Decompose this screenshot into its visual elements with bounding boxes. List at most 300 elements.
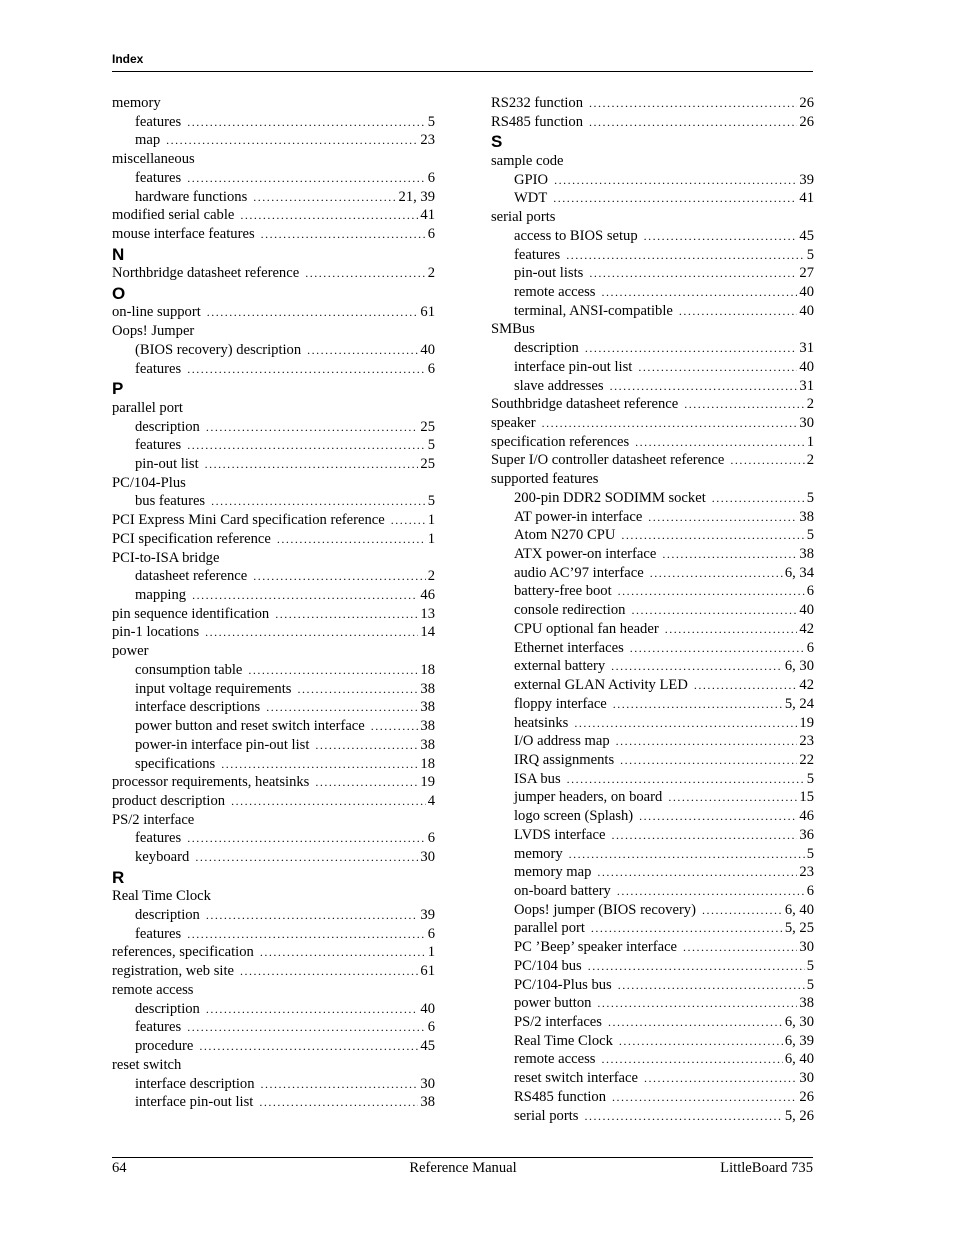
dot-leader bbox=[635, 433, 805, 452]
entry-term: power bbox=[112, 643, 149, 660]
dot-leader bbox=[608, 1013, 783, 1032]
entry-term: remote access bbox=[514, 1051, 596, 1068]
page-reference: 5 bbox=[427, 493, 435, 510]
index-subentry bbox=[112, 436, 435, 455]
index-subentry bbox=[112, 131, 435, 150]
page-reference: 27 bbox=[799, 265, 814, 282]
dot-leader bbox=[612, 1088, 797, 1107]
dot-leader bbox=[205, 455, 419, 474]
dot-leader bbox=[297, 680, 418, 699]
index-subentry bbox=[491, 1013, 814, 1032]
index-subentry bbox=[491, 919, 814, 938]
index-subentry bbox=[491, 770, 814, 789]
footer-rule bbox=[112, 1157, 813, 1158]
entry-term: memory bbox=[514, 845, 563, 862]
dot-leader bbox=[371, 717, 419, 736]
page-reference: 2 bbox=[427, 265, 435, 282]
page-reference: 41 bbox=[799, 190, 814, 207]
entry-term: WDT bbox=[514, 190, 548, 207]
index-subentry bbox=[112, 169, 435, 188]
page-reference: 38 bbox=[420, 699, 435, 716]
page-reference: 40 bbox=[799, 302, 814, 319]
entry-term: features bbox=[135, 437, 182, 454]
index-subentry bbox=[112, 567, 435, 586]
entry-term: PC/104-Plus bbox=[112, 474, 186, 491]
entry-term: interface description bbox=[135, 1075, 255, 1092]
dot-leader bbox=[277, 530, 426, 549]
entry-term: mouse interface features bbox=[112, 226, 255, 243]
index-subentry bbox=[491, 901, 814, 920]
entry-term: AT power-in interface bbox=[514, 508, 643, 525]
page-reference: 1 bbox=[806, 433, 814, 450]
entry-term: RS485 function bbox=[514, 1088, 607, 1105]
dot-leader bbox=[618, 582, 805, 601]
index-entry bbox=[112, 303, 435, 322]
page-reference: 38 bbox=[799, 508, 814, 525]
page-reference: 19 bbox=[799, 714, 814, 731]
dot-leader bbox=[253, 188, 396, 207]
index-letter-heading bbox=[112, 378, 435, 399]
entry-term: ISA bus bbox=[514, 770, 561, 787]
index-subentry bbox=[491, 826, 814, 845]
page-reference: 39 bbox=[799, 171, 814, 188]
dot-leader bbox=[567, 770, 805, 789]
entry-term: features bbox=[135, 925, 182, 942]
dot-leader bbox=[650, 564, 783, 583]
page-reference: 14 bbox=[420, 624, 435, 641]
dot-leader bbox=[553, 189, 797, 208]
page-reference: 25 bbox=[420, 456, 435, 472]
entry-term: pin-1 locations bbox=[112, 624, 200, 641]
dot-leader bbox=[730, 451, 804, 470]
entry-term: Southbridge datasheet reference bbox=[491, 396, 679, 413]
entry-term: remote access bbox=[112, 981, 194, 998]
index-subentry bbox=[491, 358, 814, 377]
page-reference: 6, 34 bbox=[784, 564, 814, 581]
index-subentry bbox=[491, 526, 814, 545]
index-entry bbox=[112, 549, 435, 568]
page-reference: 45 bbox=[420, 1038, 435, 1055]
index-subentry bbox=[491, 938, 814, 957]
page-reference: 42 bbox=[799, 677, 814, 694]
entry-term: modified serial cable bbox=[112, 207, 235, 224]
index-subentry bbox=[112, 680, 435, 699]
entry-term: power button bbox=[514, 995, 592, 1012]
dot-leader bbox=[307, 341, 418, 360]
entry-term: interface descriptions bbox=[135, 699, 261, 716]
index-subentry bbox=[491, 714, 814, 733]
page-reference: 21, 39 bbox=[398, 188, 435, 205]
entry-term: remote access bbox=[514, 283, 596, 300]
letter-label: O bbox=[112, 283, 126, 303]
index-subentry bbox=[112, 1093, 435, 1112]
dot-leader bbox=[231, 792, 426, 811]
dot-leader bbox=[644, 1069, 797, 1088]
index-subentry bbox=[112, 341, 435, 360]
dot-leader bbox=[187, 925, 426, 944]
page-reference: 6 bbox=[806, 583, 814, 600]
page-reference: 30 bbox=[799, 1070, 814, 1087]
dot-leader bbox=[187, 360, 426, 379]
dot-leader bbox=[187, 436, 426, 455]
entry-term: jumper headers, on board bbox=[514, 789, 663, 806]
index-subentry bbox=[491, 807, 814, 826]
dot-leader bbox=[694, 676, 798, 695]
index-subentry bbox=[491, 676, 814, 695]
page-reference: 42 bbox=[799, 620, 814, 637]
dot-leader bbox=[679, 302, 798, 321]
dot-leader bbox=[648, 508, 797, 527]
index-subentry bbox=[491, 620, 814, 639]
entry-term: interface pin-out list bbox=[135, 1094, 254, 1111]
page-reference: 38 bbox=[799, 995, 814, 1012]
dot-leader bbox=[589, 94, 797, 113]
page-reference: 19 bbox=[420, 774, 435, 791]
index-entry bbox=[112, 206, 435, 225]
dot-leader bbox=[617, 882, 805, 901]
index-subentry bbox=[112, 906, 435, 925]
page-reference: 6, 40 bbox=[784, 1051, 814, 1068]
entry-term: CPU optional fan header bbox=[514, 620, 659, 637]
entry-term: consumption table bbox=[135, 661, 243, 678]
page-reference: 26 bbox=[799, 113, 814, 130]
page-reference: 41 bbox=[420, 207, 435, 224]
dot-leader bbox=[211, 492, 426, 511]
index-entry bbox=[112, 1056, 435, 1075]
index-entry bbox=[491, 451, 814, 470]
index-subentry bbox=[491, 976, 814, 995]
page-reference: 30 bbox=[420, 1075, 435, 1092]
index-subentry bbox=[112, 736, 435, 755]
dot-leader bbox=[253, 567, 425, 586]
index-entry bbox=[491, 470, 814, 489]
dot-leader bbox=[665, 620, 798, 639]
dot-leader bbox=[266, 698, 418, 717]
dot-leader bbox=[589, 113, 797, 132]
entry-term: bus features bbox=[135, 493, 206, 510]
index-entry bbox=[112, 322, 435, 341]
entry-term: Ethernet interfaces bbox=[514, 639, 624, 656]
dot-leader bbox=[391, 511, 426, 530]
page-reference: 6 bbox=[427, 226, 435, 243]
entry-term: (BIOS recovery) description bbox=[135, 341, 302, 358]
index-subentry bbox=[491, 695, 814, 714]
dot-leader bbox=[574, 714, 797, 733]
entry-term: PCI-to-ISA bridge bbox=[112, 549, 220, 566]
index-entry bbox=[112, 605, 435, 624]
index-subentry bbox=[491, 246, 814, 265]
dot-leader bbox=[619, 1032, 783, 1051]
page-reference: 4 bbox=[427, 792, 435, 809]
entry-term: map bbox=[135, 132, 161, 149]
entry-term: procedure bbox=[135, 1038, 194, 1055]
letter-label: S bbox=[491, 132, 503, 152]
page-reference: 36 bbox=[799, 826, 814, 843]
header-rule bbox=[112, 71, 813, 72]
page-reference: 30 bbox=[799, 415, 814, 431]
dot-leader bbox=[542, 414, 798, 433]
entry-term: processor requirements, heatsinks bbox=[112, 774, 310, 791]
entry-term: Super I/O controller datasheet reference bbox=[491, 452, 725, 469]
dot-leader bbox=[205, 623, 418, 642]
entry-term: Real Time Clock bbox=[514, 1032, 613, 1049]
dot-leader bbox=[601, 283, 797, 302]
page-reference: 5 bbox=[806, 489, 814, 506]
page-reference: 26 bbox=[799, 1088, 814, 1105]
page-reference: 6 bbox=[427, 830, 435, 847]
entry-term: battery-free boot bbox=[514, 583, 612, 600]
dot-leader bbox=[187, 169, 426, 188]
page-number: 64 bbox=[112, 1160, 127, 1176]
page-reference: 38 bbox=[420, 736, 435, 753]
index-subentry bbox=[112, 698, 435, 717]
page-reference: 46 bbox=[799, 808, 814, 825]
dot-leader bbox=[662, 545, 797, 564]
dot-leader bbox=[597, 863, 797, 882]
page-reference: 6 bbox=[806, 639, 814, 656]
entry-term: Real Time Clock bbox=[112, 888, 211, 905]
index-subentry bbox=[491, 264, 814, 283]
dot-leader bbox=[630, 639, 805, 658]
dot-leader bbox=[195, 848, 418, 867]
dot-leader bbox=[584, 1107, 782, 1126]
index-subentry bbox=[112, 848, 435, 867]
page-reference: 2 bbox=[427, 568, 435, 585]
manual-title: Reference Manual bbox=[409, 1160, 517, 1176]
page-reference: 40 bbox=[799, 358, 814, 375]
index-subentry bbox=[491, 601, 814, 620]
dot-leader bbox=[611, 826, 797, 845]
page-reference: 26 bbox=[799, 95, 814, 111]
letter-label: N bbox=[112, 244, 125, 264]
entry-term: description bbox=[514, 340, 579, 357]
index-entry bbox=[112, 511, 435, 530]
dot-leader bbox=[684, 395, 805, 414]
page-reference: 5 bbox=[806, 246, 814, 263]
page-reference: 6, 39 bbox=[784, 1032, 814, 1049]
entry-term: features bbox=[135, 113, 182, 130]
entry-term: mapping bbox=[135, 587, 187, 604]
entry-term: description bbox=[135, 418, 200, 435]
entry-term: PC/104-Plus bus bbox=[514, 976, 612, 993]
entry-term: external battery bbox=[514, 658, 606, 675]
dot-leader bbox=[644, 227, 798, 246]
entry-term: serial ports bbox=[491, 209, 556, 226]
dot-leader bbox=[206, 1000, 419, 1019]
entry-term: features bbox=[135, 830, 182, 847]
page-reference: 5 bbox=[806, 957, 814, 974]
entry-term: hardware functions bbox=[135, 188, 248, 205]
page-reference: 1 bbox=[427, 530, 435, 547]
entry-term: description bbox=[135, 907, 200, 924]
page-reference: 5 bbox=[806, 976, 814, 993]
entry-term: features bbox=[135, 1019, 182, 1036]
index-subentry bbox=[491, 1069, 814, 1088]
entry-term: slave addresses bbox=[514, 377, 604, 394]
entry-term: heatsinks bbox=[514, 714, 569, 731]
entry-term: RS485 function bbox=[491, 113, 584, 130]
page-reference: 6 bbox=[427, 925, 435, 942]
index-entry bbox=[112, 792, 435, 811]
page-reference: 40 bbox=[420, 341, 435, 358]
index-column-right bbox=[491, 94, 814, 1125]
entry-term: features bbox=[514, 246, 561, 263]
index-subentry bbox=[491, 545, 814, 564]
page-reference: 30 bbox=[420, 849, 435, 866]
page-reference: 18 bbox=[420, 755, 435, 772]
index-entry bbox=[491, 414, 814, 433]
dot-leader bbox=[683, 938, 797, 957]
index-subentry bbox=[112, 418, 435, 437]
section-header: Index bbox=[112, 52, 144, 66]
entry-term: floppy interface bbox=[514, 695, 607, 712]
index-subentry bbox=[491, 171, 814, 190]
entry-term: Oops! Jumper bbox=[112, 323, 195, 340]
dot-leader bbox=[610, 377, 798, 396]
entry-term: external GLAN Activity LED bbox=[514, 677, 688, 694]
index-subentry bbox=[491, 302, 814, 321]
dot-leader bbox=[221, 755, 418, 774]
dot-leader bbox=[712, 489, 805, 508]
dot-leader bbox=[597, 994, 797, 1013]
entry-term: Oops! jumper (BIOS recovery) bbox=[514, 901, 696, 918]
entry-term: specifications bbox=[135, 755, 216, 772]
dot-leader bbox=[621, 526, 804, 545]
index-subentry bbox=[112, 586, 435, 605]
entry-term: input voltage requirements bbox=[135, 680, 292, 697]
dot-leader bbox=[259, 1093, 418, 1112]
index-subentry bbox=[491, 994, 814, 1013]
index-subentry bbox=[112, 360, 435, 379]
dot-leader bbox=[631, 601, 797, 620]
page-reference: 1 bbox=[427, 944, 435, 961]
dot-leader bbox=[260, 943, 426, 962]
dot-leader bbox=[192, 586, 418, 605]
entry-term: PCI specification reference bbox=[112, 530, 271, 547]
dot-leader bbox=[554, 171, 797, 190]
index-subentry bbox=[112, 455, 435, 474]
entry-term: specification references bbox=[491, 433, 630, 450]
index-entry bbox=[491, 94, 814, 113]
page-reference: 31 bbox=[799, 340, 814, 357]
index-letter-heading bbox=[491, 131, 814, 152]
entry-term: speaker bbox=[491, 415, 536, 431]
dot-leader bbox=[616, 732, 798, 751]
index-subentry bbox=[491, 845, 814, 864]
page-reference: 6, 30 bbox=[784, 658, 814, 675]
index-entry bbox=[491, 433, 814, 452]
dot-leader bbox=[613, 695, 783, 714]
index-subentry bbox=[491, 489, 814, 508]
page-reference: 5 bbox=[806, 527, 814, 544]
entry-term: access to BIOS setup bbox=[514, 227, 638, 244]
index-subentry bbox=[491, 582, 814, 601]
dot-leader bbox=[206, 418, 419, 437]
dot-leader bbox=[240, 206, 418, 225]
page-reference: 30 bbox=[799, 939, 814, 956]
page-reference: 40 bbox=[799, 283, 814, 300]
index-entry bbox=[112, 94, 435, 113]
dot-leader bbox=[207, 303, 419, 322]
dot-leader bbox=[261, 1075, 419, 1094]
page-reference: 45 bbox=[799, 227, 814, 244]
index-subentry bbox=[491, 957, 814, 976]
entry-term: console redirection bbox=[514, 602, 626, 619]
page-reference: 2 bbox=[806, 452, 814, 469]
index-subentry bbox=[112, 829, 435, 848]
dot-leader bbox=[566, 246, 805, 265]
entry-term: RS232 function bbox=[491, 95, 584, 111]
index-subentry bbox=[491, 751, 814, 770]
entry-term: Atom N270 CPU bbox=[514, 527, 616, 544]
index-subentry bbox=[112, 661, 435, 680]
entry-term: reset switch bbox=[112, 1056, 182, 1073]
page-reference: 23 bbox=[799, 733, 814, 750]
dot-leader bbox=[187, 1018, 426, 1037]
page-reference: 61 bbox=[420, 963, 435, 980]
page-reference: 2 bbox=[806, 396, 814, 413]
index-subentry bbox=[491, 189, 814, 208]
page-reference: 6, 40 bbox=[784, 901, 814, 918]
entry-term: memory bbox=[112, 95, 161, 111]
page-reference: 61 bbox=[420, 304, 435, 321]
entry-term: on-line support bbox=[112, 304, 201, 321]
dot-leader bbox=[315, 736, 418, 755]
index-subentry bbox=[112, 717, 435, 736]
dot-leader bbox=[187, 113, 426, 132]
page-reference: 5, 25 bbox=[784, 920, 814, 937]
index-subentry bbox=[491, 339, 814, 358]
page-reference: 40 bbox=[799, 602, 814, 619]
entry-term: pin-out lists bbox=[514, 265, 584, 282]
page-reference: 5, 24 bbox=[784, 695, 814, 712]
entry-term: terminal, ANSI-compatible bbox=[514, 302, 673, 319]
entry-term: logo screen (Splash) bbox=[514, 808, 634, 825]
entry-term: registration, web site bbox=[112, 963, 234, 980]
page-reference: 6 bbox=[427, 1019, 435, 1036]
index-subentry bbox=[112, 1037, 435, 1056]
dot-leader bbox=[248, 661, 418, 680]
page-reference: 15 bbox=[799, 789, 814, 806]
index-subentry bbox=[491, 227, 814, 246]
page-reference: 25 bbox=[420, 418, 435, 435]
entry-term: SMBus bbox=[491, 321, 535, 338]
dot-leader bbox=[638, 358, 797, 377]
dot-leader bbox=[591, 919, 783, 938]
index-subentry bbox=[491, 283, 814, 302]
page-reference: 38 bbox=[799, 546, 814, 563]
index-entry bbox=[112, 887, 435, 906]
index-entry bbox=[491, 152, 814, 171]
page-reference: 5 bbox=[806, 845, 814, 862]
page-reference: 1 bbox=[427, 512, 435, 529]
entry-term: description bbox=[135, 1000, 200, 1017]
entry-term: parallel port bbox=[514, 920, 585, 937]
entry-term: pin-out list bbox=[135, 456, 199, 472]
index-entry bbox=[112, 773, 435, 792]
entry-term: keyboard bbox=[135, 849, 190, 866]
product-name: LittleBoard 735 bbox=[720, 1160, 813, 1176]
entry-term: power-in interface pin-out list bbox=[135, 736, 310, 753]
index-subentry bbox=[491, 657, 814, 676]
page-reference: 38 bbox=[420, 680, 435, 697]
entry-term: GPIO bbox=[514, 171, 549, 188]
page-reference: 5, 26 bbox=[784, 1107, 814, 1124]
index-subentry bbox=[491, 863, 814, 882]
dot-leader bbox=[589, 264, 797, 283]
dot-leader bbox=[639, 807, 797, 826]
entry-term: reset switch interface bbox=[514, 1070, 638, 1087]
